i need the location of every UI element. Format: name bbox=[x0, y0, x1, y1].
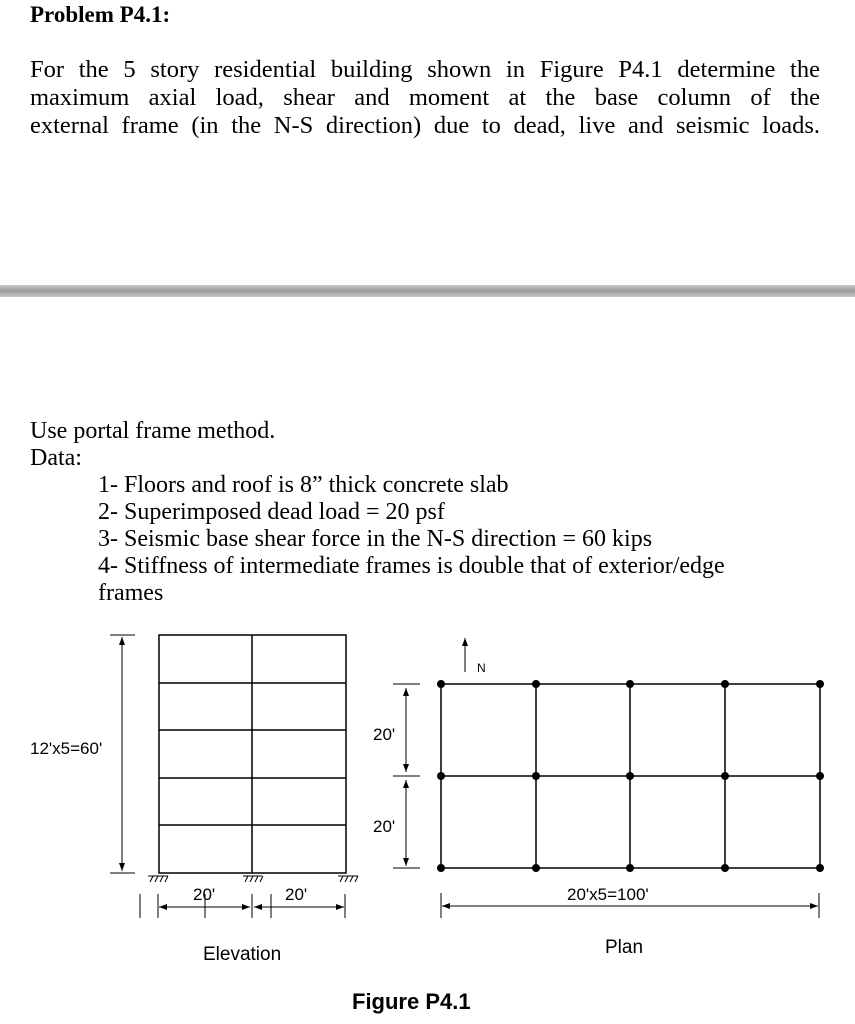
plan-ns-dim-label: 20' bbox=[373, 817, 396, 836]
plan-dimensions bbox=[393, 684, 819, 918]
plan-label: Plan bbox=[605, 937, 644, 958]
statement-line: maximum axial load, shear and moment at the base column of the bbox=[30, 84, 820, 111]
data-item: 4- Stiffness of intermediate frames is double that of exterior/edge bbox=[98, 553, 725, 579]
bay-dim-label: 20' bbox=[193, 885, 216, 904]
statement-line: external frame (in the N-S direction) due to dead, live and seismic loads. bbox=[30, 112, 820, 139]
bay-dim-label: 20' bbox=[285, 885, 308, 904]
data-item: 2- Superimposed dead load = 20 psf bbox=[98, 499, 445, 525]
plan-grid bbox=[393, 638, 824, 918]
north-label: N bbox=[477, 661, 486, 675]
height-dimension bbox=[110, 635, 135, 873]
statement-line: For the 5 story residential building shown in Figure P4.1 determine the bbox=[30, 56, 820, 83]
problem-title: Problem P4.1: bbox=[30, 2, 171, 27]
data-label: Data: bbox=[30, 445, 82, 471]
elevation-label: Elevation bbox=[203, 944, 282, 965]
data-item: frames bbox=[98, 580, 164, 606]
figure-caption: Figure P4.1 bbox=[352, 989, 471, 1014]
method-text: Use portal frame method. bbox=[30, 418, 276, 444]
plan-ew-dim-label: 20'x5=100' bbox=[567, 885, 649, 904]
elevation-frame bbox=[110, 635, 358, 918]
data-item: 3- Seismic base shear force in the N-S direction = 60 kips bbox=[98, 526, 653, 552]
plan-ns-dim-label: 20' bbox=[373, 725, 396, 744]
bay-dimensions bbox=[140, 894, 345, 918]
fixed-support-icons bbox=[148, 876, 358, 882]
height-dim-label: 12'x5=60' bbox=[30, 739, 103, 758]
data-item: 1- Floors and roof is 8” thick concrete slab bbox=[98, 472, 509, 498]
